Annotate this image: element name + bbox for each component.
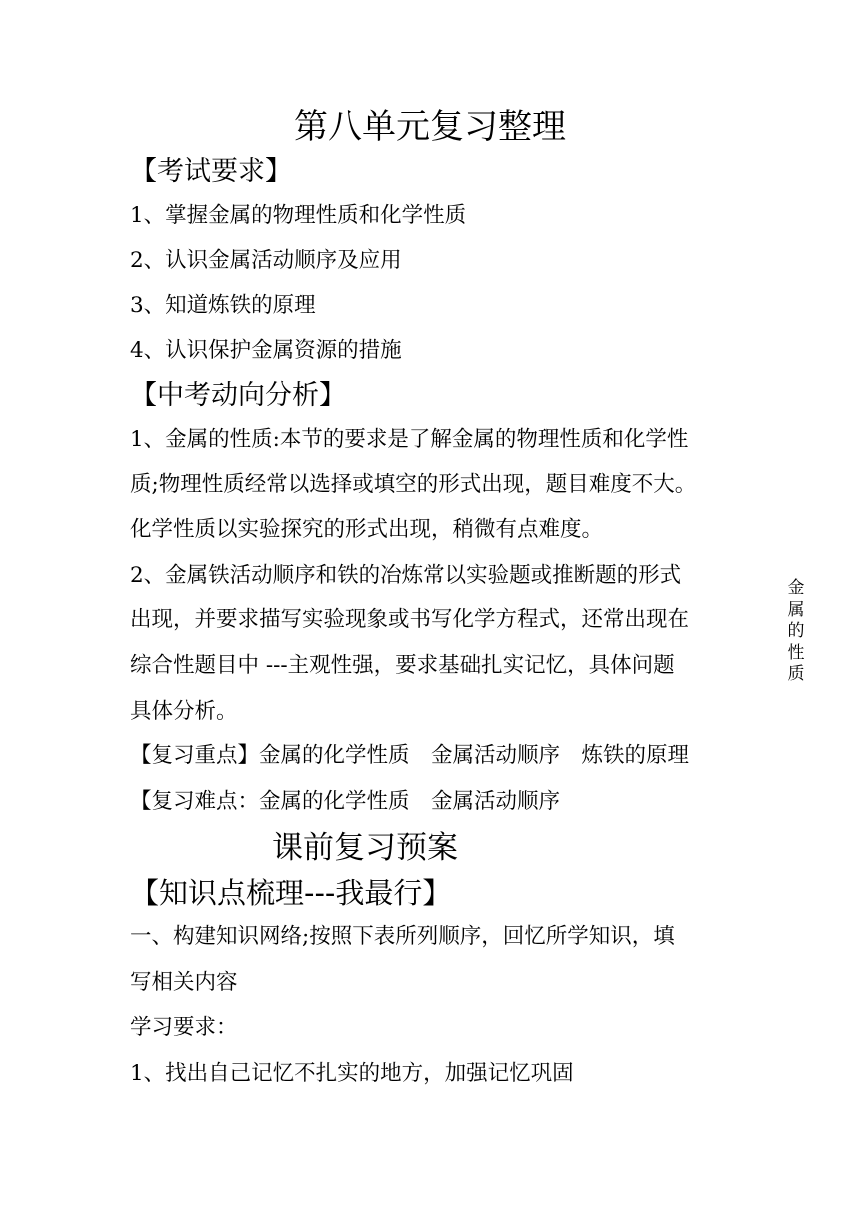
pre-class-title: 课前复习预案 <box>272 830 458 866</box>
study-requirement-label: 学习要求： <box>130 1015 238 1040</box>
exam-requirement-item: 3、知道炼铁的原理 <box>130 293 316 318</box>
analysis-paragraph-line: 出现，并要求描写实验现象或书写化学方程式，还常出现在 <box>130 607 690 632</box>
key-points: 【复习重点】金属的化学性质 金属活动顺序 炼铁的原理 <box>130 743 690 768</box>
analysis-paragraph-line: 质;物理性质经常以选择或填空的形式出现，题目难度不大。 <box>130 472 697 497</box>
side-note-vertical: 金属的性质 <box>787 578 805 684</box>
network-line: 一、构建知识网络;按照下表所列顺序，回忆所学知识，填 <box>130 924 675 949</box>
document-title: 第八单元复习整理 <box>294 107 566 147</box>
knowledge-heading: 【知识点梳理---我最行】 <box>130 876 452 910</box>
analysis-paragraph-line: 2、金属铁活动顺序和铁的冶炼常以实验题或推断题的形式 <box>130 563 682 588</box>
study-requirement-item: 1、找出自己记忆不扎实的地方，加强记忆巩固 <box>130 1061 574 1086</box>
exam-requirements-heading: 【考试要求】 <box>130 156 292 187</box>
analysis-paragraph-line: 1、金属的性质:本节的要求是了解金属的物理性质和化学性 <box>130 427 689 452</box>
exam-requirement-item: 2、认识金属活动顺序及应用 <box>130 248 402 273</box>
analysis-paragraph-line: 综合性题目中 ---主观性强，要求基础扎实记忆，具体问题 <box>130 653 675 678</box>
network-line: 写相关内容 <box>130 970 238 995</box>
exam-requirement-item: 1、掌握金属的物理性质和化学性质 <box>130 203 467 228</box>
analysis-heading: 【中考动向分析】 <box>130 380 346 411</box>
exam-requirement-item: 4、认识保护金属资源的措施 <box>130 338 402 363</box>
analysis-paragraph-line: 化学性质以实验探究的形式出现，稍微有点难度。 <box>130 517 604 542</box>
analysis-paragraph-line: 具体分析。 <box>130 699 238 724</box>
difficult-points: 【复习难点：金属的化学性质 金属活动顺序 <box>130 789 561 814</box>
